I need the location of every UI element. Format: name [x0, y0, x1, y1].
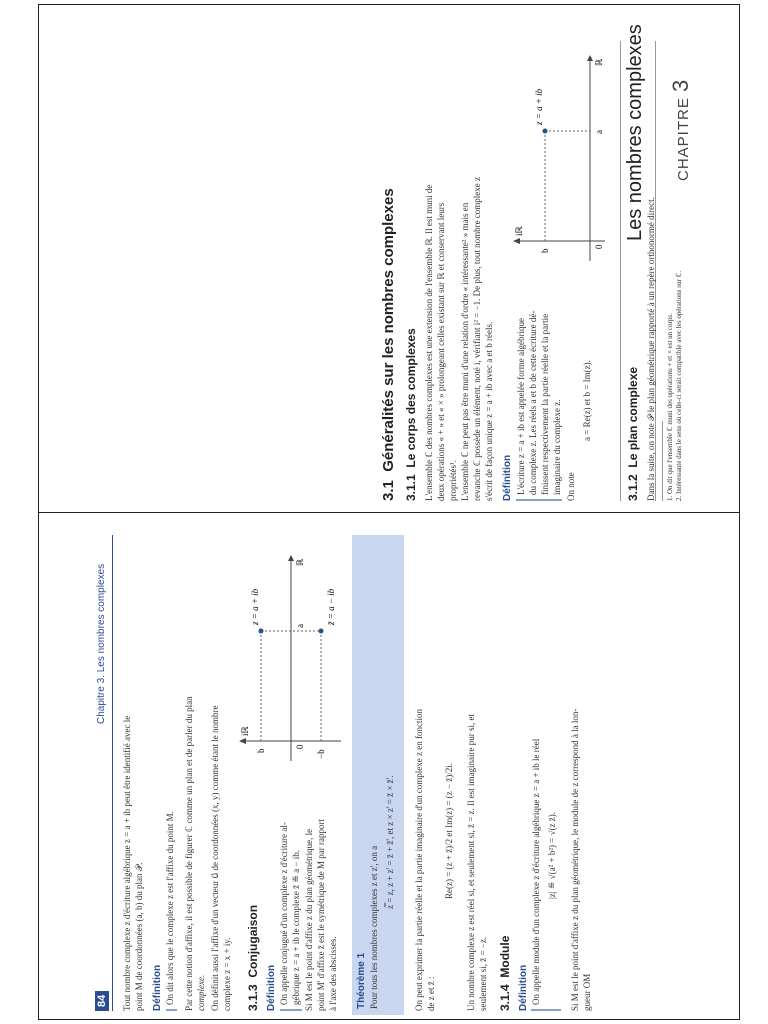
paragraph-line: L'ensemble ℂ des nombres complexes est une extension de l'ensemble ℝ. Il est muni de	[424, 184, 434, 501]
definition-line: du complexe z. Les réels a et b de cette écriture dé-	[528, 310, 538, 495]
definition-line: à l'axe des abscisses.	[328, 936, 338, 1011]
tick-label-zero: 0	[594, 244, 604, 249]
footnote: 2. Intéressante dans le sens où celle-ci serait compatible avec les opérations sur ℂ.	[675, 270, 683, 501]
paragraph-line: Par cette notion d'affixe, il est possible de figurer ℂ comme un plan et de parler du plan	[184, 696, 194, 1011]
paragraph-line: deux opérations « + » et « × » prolongeant celles existant sur ℝ et conservant leurs	[436, 202, 446, 501]
paragraph-line: s'écrit de façon unique z = a + ib avec a et b réels.	[484, 321, 494, 501]
page-number: 84	[96, 991, 108, 1011]
section-3-1-3-heading: 3.1.3 Conjugaison	[246, 904, 260, 1011]
axis-label-iR: iℝ	[514, 226, 524, 236]
tick-label-b: b	[256, 748, 266, 753]
point-label-z: z = a + ib	[534, 88, 544, 125]
definition-line: finissent respectivement la partie réelle et la partie	[540, 313, 550, 495]
definition-bar	[531, 1009, 561, 1011]
definition-line: gébrique z = a + ib le complexe z̄ ≝ a − ib.	[291, 850, 301, 1005]
section-3-1-4-heading: 3.1.4 Module	[498, 935, 512, 1011]
tick-label-a: a	[295, 624, 305, 628]
axis-label-iR: iℝ	[240, 726, 250, 736]
paragraph-line: seulement si, z̄ = −z.	[478, 936, 488, 1011]
paragraph-line: L'ensemble ℂ ne peut pas être muni d'une relation d'ordre « intéressante² » mais en	[460, 202, 470, 501]
page-divider	[38, 512, 740, 513]
definition-title: Définition	[518, 964, 529, 1011]
tick-label-zero: 0	[295, 744, 305, 749]
axis-label-R: ℝ	[295, 558, 305, 566]
paragraph-line: gueur OM	[582, 973, 592, 1011]
running-header: Chapitre 3. Les nombres complexes	[96, 563, 107, 724]
paragraph-line: On définit aussi l'affixe d'un vecteur u⃗ de coordonnées (x, y) comme étant le nombre	[210, 705, 220, 1011]
definition-line: On appelle module d'un complexe z d'écriture algébrique z = a + ib le réel	[531, 738, 541, 1005]
definition-line: Si M est le point d'affixe z du plan géométrique, le	[304, 828, 314, 1011]
formula-re-im: Re(z) = (z + z̄)/2 et Im(z) = (z − z̄)/2i.	[444, 763, 454, 899]
tick-label-b: b	[540, 248, 550, 253]
tick-label-minus-b: −b	[316, 749, 326, 759]
chapter-title: Les nombres complexes	[624, 24, 646, 241]
chapter-number: 3	[668, 78, 693, 92]
paragraph-line: de z et z̄ :	[426, 976, 436, 1011]
paragraph-line: propriétés¹.	[448, 460, 458, 501]
point-label-zbar: z̄ = a − ib	[326, 588, 336, 625]
paragraph-line: On peut exprimer la partie réelle et la partie imaginaire d'un complexe z en fonction	[414, 709, 424, 1011]
footnote: 1. On dit que l'ensemble ℂ muni des opérations + et × est un corps.	[666, 313, 674, 501]
complex-plane-figure	[510, 51, 610, 271]
definition-line: L'écriture z = a + ib est appelée forme algébrique	[516, 318, 526, 495]
definition-bar	[516, 499, 562, 501]
definition-title: Définition	[502, 454, 513, 501]
paragraph-line: Tout nombre complexe z d'écriture algébrique z = a + ib peut être identifié avec le	[122, 715, 132, 1011]
section-3-1-2-heading: 3.1.2 Le plan complexe	[626, 366, 640, 501]
theorem-title: Théorème 1	[356, 952, 367, 1009]
paragraph-line: Si M est le point d'affixe z du plan géométrique, le module de z correspond à la lon-	[570, 708, 580, 1011]
definition-line: On note	[566, 472, 576, 501]
definition-line: On appelle conjugué d'un complexe z d'écriture al-	[279, 822, 289, 1005]
definition-title: Définition	[266, 964, 277, 1011]
section-3-1-1-heading: 3.1.1 Le corps des complexes	[404, 328, 418, 501]
definition-bar	[166, 1009, 177, 1011]
theorem-formula: z̿ = z, z + z' = z̄ + z̄', et z × z' = z̄ × z̄'.	[385, 775, 395, 909]
definition-line: imaginaire du complexe z.	[552, 399, 562, 495]
axis-label-R: ℝ	[594, 58, 604, 66]
definition-title: Définition	[152, 964, 163, 1011]
paragraph-line: Un nombre complexe z est réel si, et seulement si, z̄ = z. Il est imaginaire pur si, et	[466, 714, 476, 1011]
tick-label-a: a	[594, 130, 604, 134]
header-rule	[112, 535, 113, 1011]
paragraph-line: complexe z = x + iy.	[222, 937, 232, 1011]
chapter-label: CHAPITRE 3	[668, 78, 693, 181]
chapter-opening-page	[40, 6, 740, 511]
definition-formula: |z| ≝ √(a² + b²) = √(z z̄).	[547, 811, 557, 899]
paragraph-line: Dans la suite, on note 𝒫 le plan géométrique rapporté à un repère orthonormé direct.	[646, 197, 656, 501]
theorem-line: Pour tous les nombres complexes z et z', on a	[369, 845, 379, 1009]
paragraph-line: complexe.	[196, 974, 206, 1011]
point-label-z: z = a + ib	[250, 588, 260, 625]
paragraph-line: revanche ℂ possède un élément, noté i, vérifiant i² = −1. De plus, tout nombre complexe z	[472, 176, 482, 501]
footnote-rule	[662, 421, 663, 501]
definition-formula: a = Re(z) et b = Im(z).	[582, 360, 592, 441]
page-84	[40, 514, 740, 1019]
definition-line: On dit alors que le complexe z est l'affixe du point M.	[165, 811, 175, 1005]
definition-line: point M' d'affixe z̄ est le symétrique de M par rapport	[316, 818, 326, 1011]
chapter-title-rule	[620, 41, 621, 501]
paragraph-line: point M de coordonnées (a, b) du plan 𝒫.	[134, 862, 144, 1011]
section-3-1-heading: 3.1 Généralités sur les nombres complexes	[380, 188, 397, 501]
definition-bar	[280, 1009, 302, 1011]
conjugate-figure	[236, 541, 346, 771]
